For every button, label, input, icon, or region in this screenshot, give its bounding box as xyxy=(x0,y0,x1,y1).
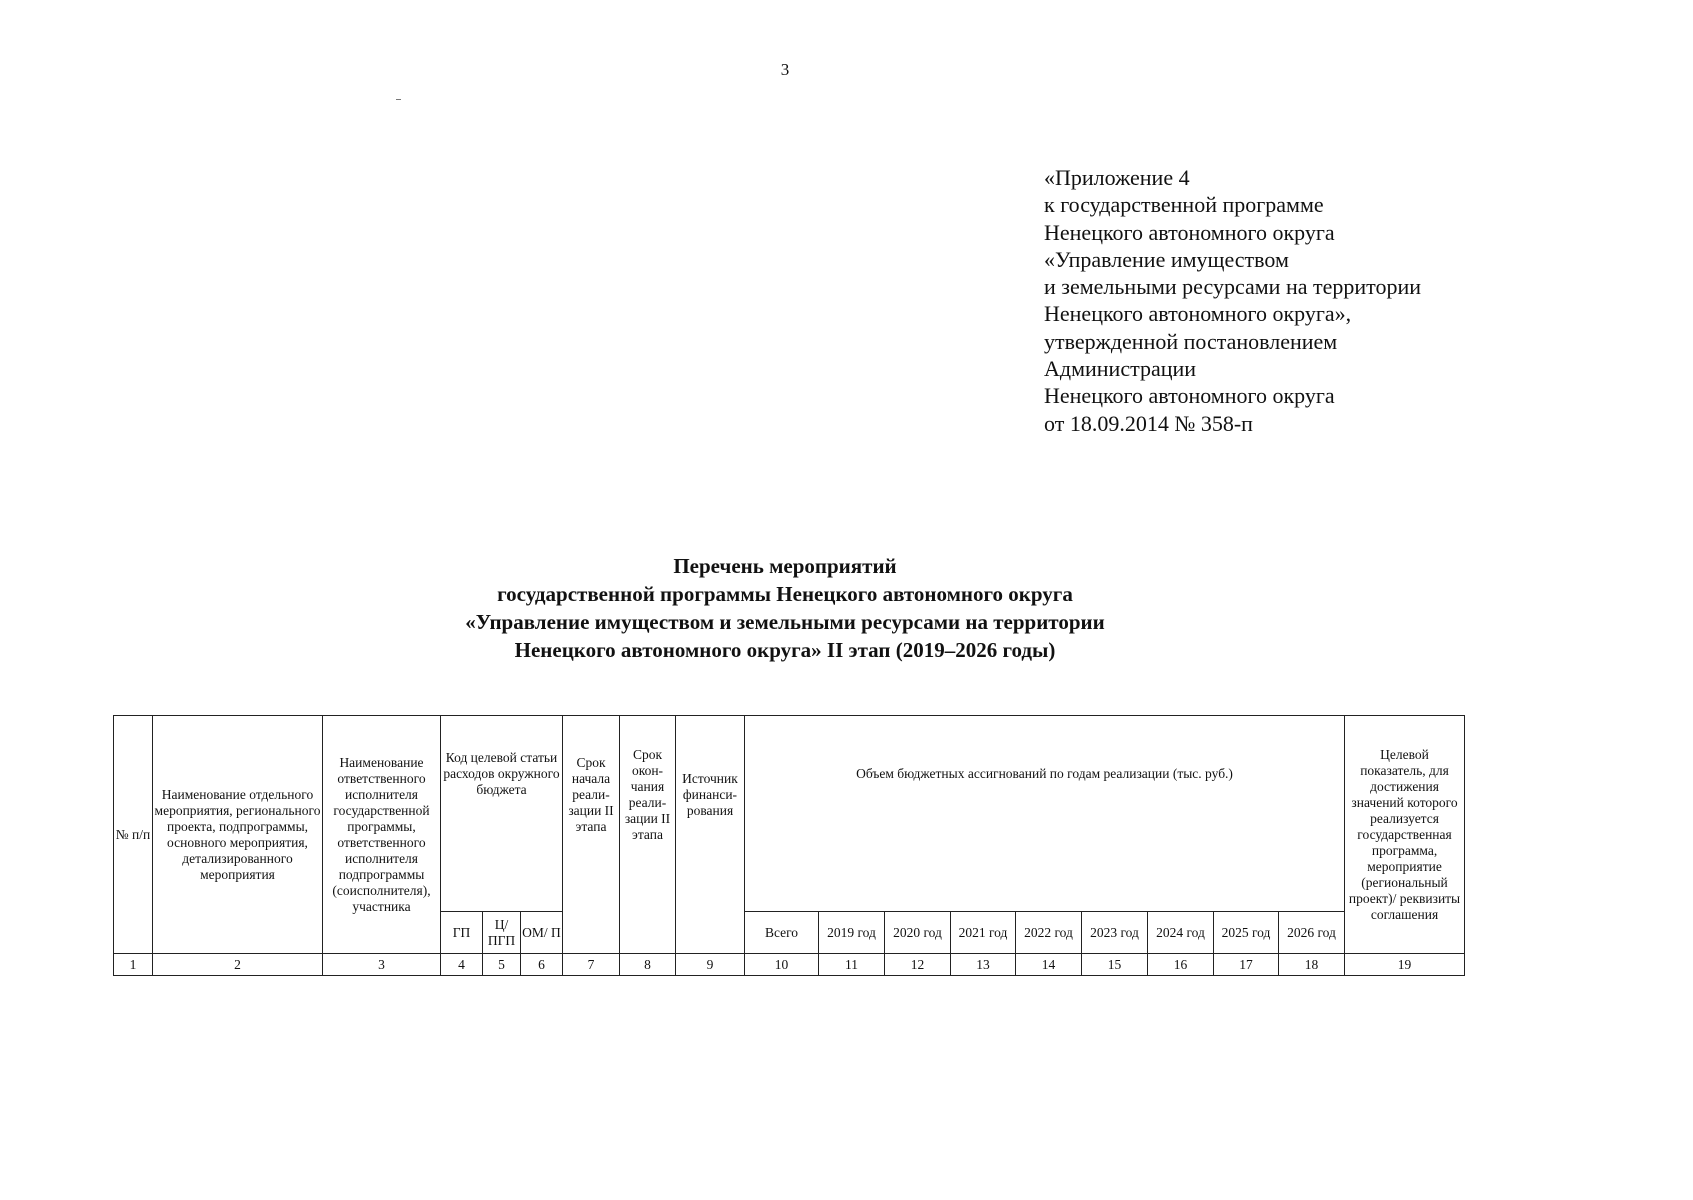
activities-table xyxy=(113,715,1465,976)
header-activity: Наименование отдельного мероприятия, регионального проекта, подпрограммы, основного мероприятия, детализированного мероприятия xyxy=(153,716,323,954)
appendix-line: «Приложение 4 xyxy=(1044,165,1190,190)
column-number: 3 xyxy=(323,954,441,976)
header-indicator: Целевой показатель, для достижения значений которого реализуется государственная программа, мероприятие (региональный проект)/ реквизиты соглашения xyxy=(1345,716,1465,954)
column-number: 12 xyxy=(885,954,951,976)
subheader-year: 2025 год xyxy=(1214,912,1279,954)
appendix-line: Ненецкого автономного округа», xyxy=(1044,301,1352,327)
column-number: 15 xyxy=(1082,954,1148,976)
header-executor: Наименование ответственного исполнителя государственной программы, ответственного исполнителя подпрограммы (соисполнителя), участника xyxy=(323,716,441,954)
appendix-line: Ненецкого автономного округа xyxy=(1044,383,1335,409)
title-line: Ненецкого автономного округа» II этап (2019–2026 годы) xyxy=(514,638,1056,662)
document-title xyxy=(300,552,1270,664)
appendix-line: от 18.09.2014 № 358-п xyxy=(1044,410,1253,436)
column-number: 8 xyxy=(620,954,676,976)
subheader-gp: ГП xyxy=(441,912,483,954)
appendix-note xyxy=(1044,164,1524,437)
column-number: 10 xyxy=(745,954,819,976)
subheader-om: ОМ/ П xyxy=(521,912,563,954)
column-number: 11 xyxy=(819,954,885,976)
column-number: 17 xyxy=(1214,954,1279,976)
subheader-pgp: Ц/ ПГП xyxy=(483,912,521,954)
title-line: «Управление имуществом и земельными ресурсами на территории xyxy=(465,610,1105,634)
page-number: 3 xyxy=(780,60,790,79)
subheader-year: 2020 год xyxy=(885,912,951,954)
appendix-line: Ненецкого автономного округа xyxy=(1044,219,1335,245)
column-number: 19 xyxy=(1345,954,1465,976)
column-number: 6 xyxy=(521,954,563,976)
subheader-year: 2021 год xyxy=(951,912,1016,954)
column-number: 1 xyxy=(114,954,153,976)
appendix-line: и земельными ресурсами на территории xyxy=(1044,274,1422,300)
subheader-year: 2022 год xyxy=(1016,912,1082,954)
column-number: 13 xyxy=(951,954,1016,976)
header-volume: Объем бюджетных ассигнований по годам реализации (тыс. руб.) xyxy=(745,716,1345,912)
scan-speck xyxy=(396,99,401,100)
header-row xyxy=(114,716,1465,912)
column-number: 4 xyxy=(441,954,483,976)
subheader-year: 2024 год xyxy=(1148,912,1214,954)
column-number: 18 xyxy=(1279,954,1345,976)
appendix-line: утвержденной постановлением xyxy=(1044,328,1338,354)
column-number: 7 xyxy=(563,954,620,976)
header-budget-code: Код целевой статьи расходов окружного бюджета xyxy=(441,716,563,912)
column-number: 14 xyxy=(1016,954,1082,976)
subheader-year: 2019 год xyxy=(819,912,885,954)
appendix-line: Администрации xyxy=(1044,356,1197,382)
subheader-year: 2026 год xyxy=(1279,912,1345,954)
column-number: 5 xyxy=(483,954,521,976)
header-source: Источник финанси-рования xyxy=(676,716,745,954)
column-number: 2 xyxy=(153,954,323,976)
subheader-year: 2023 год xyxy=(1082,912,1148,954)
header-end: Срок окон-чания реали-зации II этапа xyxy=(620,716,676,954)
column-number: 16 xyxy=(1148,954,1214,976)
appendix-line: к государственной программе xyxy=(1044,192,1324,218)
header-start: Срок начала реали-зации II этапа xyxy=(563,716,620,954)
title-line: Перечень мероприятий xyxy=(673,554,897,578)
column-number: 9 xyxy=(676,954,745,976)
title-line: государственной программы Ненецкого автономного округа xyxy=(497,582,1073,606)
appendix-line: «Управление имуществом xyxy=(1044,246,1289,272)
header-num: № п/п xyxy=(114,716,153,954)
subheader-total: Всего xyxy=(745,912,819,954)
column-number-row xyxy=(114,954,1465,976)
